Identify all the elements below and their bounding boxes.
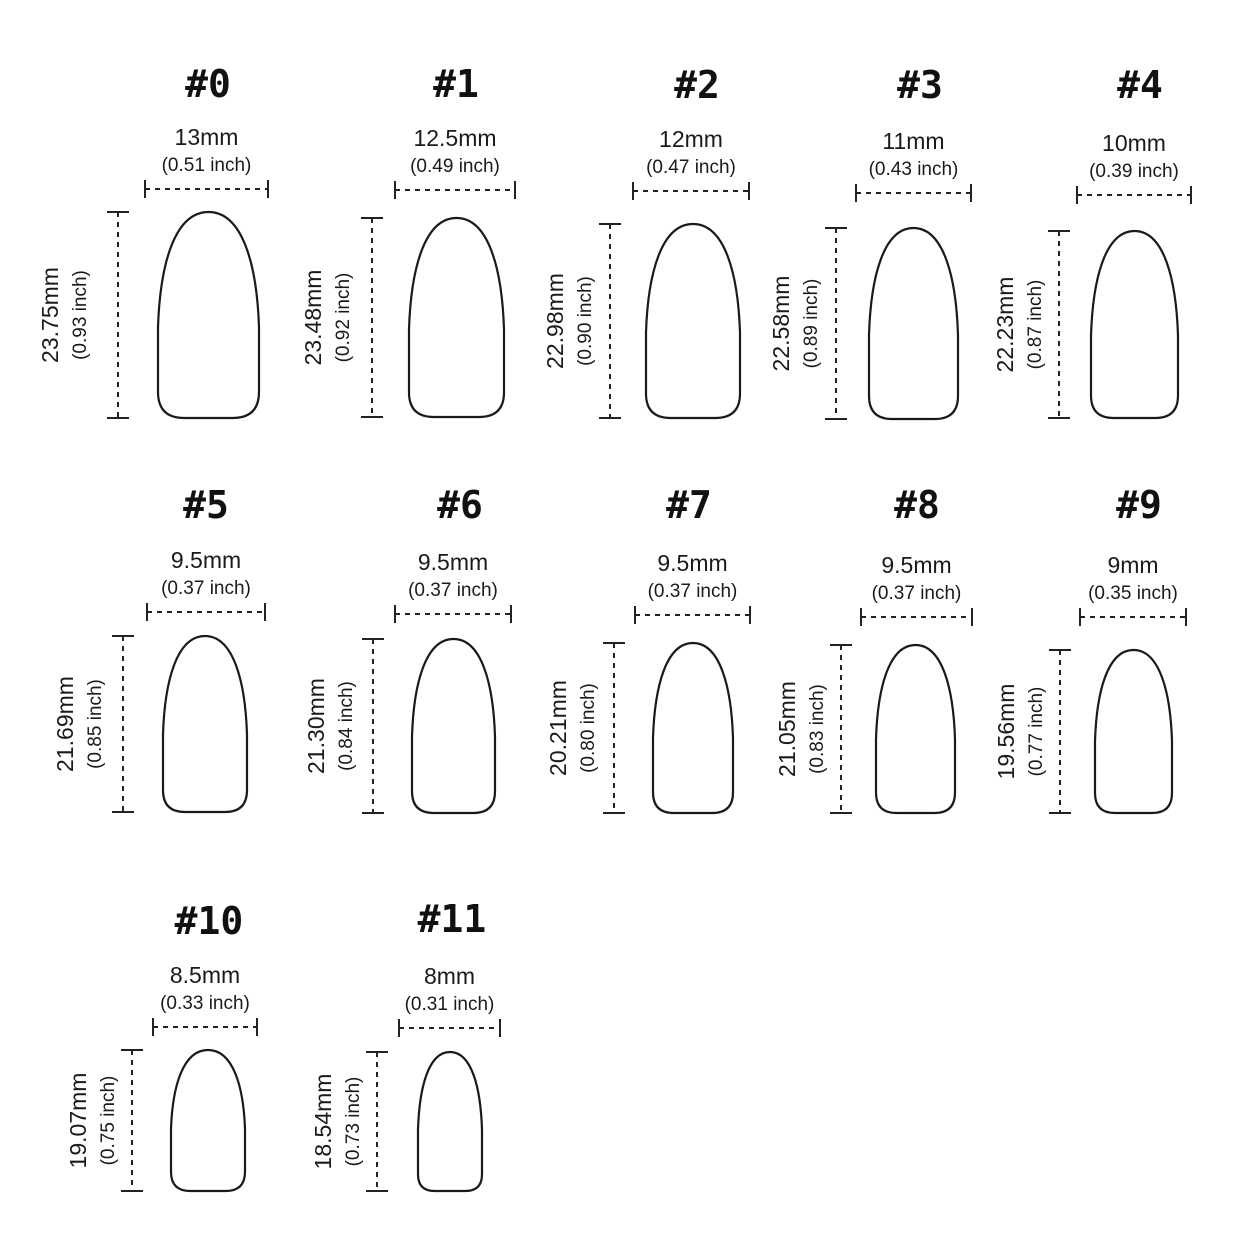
length-inch: (0.75 inch) bbox=[98, 1075, 119, 1166]
size-item-7 bbox=[545, 483, 750, 813]
nail-outline-icon bbox=[876, 645, 955, 813]
nail-outline-icon bbox=[646, 224, 740, 418]
length-dimension-line bbox=[830, 645, 852, 813]
size-label: #4 bbox=[1117, 63, 1163, 107]
length-inch: (0.90 inch) bbox=[575, 276, 596, 366]
nail-outline-icon bbox=[418, 1052, 482, 1191]
size-item-4 bbox=[992, 63, 1191, 418]
size-label: #5 bbox=[183, 483, 229, 527]
nail-outline-icon bbox=[653, 643, 733, 813]
length-dimension-line bbox=[599, 224, 621, 418]
length-mm: 19.07mm bbox=[65, 1072, 91, 1169]
size-item-1 bbox=[300, 62, 515, 417]
length-mm: 22.58mm bbox=[768, 275, 794, 372]
size-item-9 bbox=[993, 483, 1186, 813]
length-dimension-line bbox=[121, 1050, 143, 1191]
length-dimension-line bbox=[362, 639, 384, 813]
nail-outline-icon bbox=[1095, 650, 1172, 813]
width-mm: 9mm bbox=[1107, 552, 1159, 578]
nail-outline-icon bbox=[163, 636, 247, 812]
length-inch: (0.77 inch) bbox=[1026, 686, 1047, 777]
width-dimension-line bbox=[856, 184, 971, 202]
nail-outline-icon bbox=[869, 228, 958, 419]
size-label: #3 bbox=[897, 63, 943, 107]
length-inch: (0.92 inch) bbox=[333, 272, 354, 363]
length-mm: 18.54mm bbox=[310, 1073, 336, 1170]
width-mm: 8.5mm bbox=[169, 962, 241, 988]
length-inch: (0.89 inch) bbox=[801, 278, 822, 369]
size-item-5 bbox=[52, 483, 265, 812]
width-inch: (0.37 inch) bbox=[161, 578, 251, 599]
length-dimension-line bbox=[1049, 650, 1071, 813]
length-dimension-line bbox=[603, 643, 625, 813]
length-mm: 19.56mm bbox=[993, 683, 1019, 780]
nail-outline-icon bbox=[412, 639, 495, 813]
length-inch: (0.87 inch) bbox=[1025, 279, 1046, 370]
width-mm: 9.5mm bbox=[881, 552, 952, 578]
width-mm: 9.5mm bbox=[417, 549, 489, 575]
width-mm: 13mm bbox=[174, 124, 239, 150]
length-mm: 23.48mm bbox=[300, 269, 326, 366]
length-mm: 21.69mm bbox=[52, 676, 78, 772]
size-label: #0 bbox=[185, 62, 231, 106]
width-inch: (0.37 inch) bbox=[871, 583, 962, 604]
length-dimension-line bbox=[825, 228, 847, 419]
size-label: #2 bbox=[674, 63, 720, 107]
length-mm: 22.98mm bbox=[542, 273, 568, 369]
width-mm: 12mm bbox=[659, 126, 723, 152]
width-mm: 8mm bbox=[423, 963, 476, 989]
nail-outline-icon bbox=[1091, 231, 1178, 418]
size-item-6 bbox=[303, 483, 511, 813]
width-dimension-line bbox=[861, 608, 972, 626]
size-label: #1 bbox=[433, 62, 479, 106]
width-dimension-line bbox=[153, 1018, 257, 1036]
length-dimension-line bbox=[1048, 231, 1070, 418]
width-dimension-line bbox=[633, 182, 749, 200]
length-mm: 23.75mm bbox=[37, 267, 63, 363]
width-dimension-line bbox=[635, 606, 750, 624]
size-item-10 bbox=[65, 899, 257, 1191]
width-inch: (0.33 inch) bbox=[160, 993, 250, 1014]
width-dimension-line bbox=[145, 180, 268, 198]
width-mm: 9.5mm bbox=[657, 550, 728, 576]
width-inch: (0.39 inch) bbox=[1089, 161, 1179, 182]
length-inch: (0.85 inch) bbox=[85, 679, 106, 769]
size-item-0 bbox=[37, 62, 268, 418]
width-dimension-line bbox=[1077, 186, 1191, 204]
width-dimension-line bbox=[399, 1019, 500, 1037]
width-inch: (0.49 inch) bbox=[410, 156, 500, 177]
width-inch: (0.43 inch) bbox=[868, 159, 959, 180]
size-label: #10 bbox=[174, 899, 244, 943]
width-dimension-line bbox=[395, 181, 515, 199]
length-mm: 22.23mm bbox=[992, 276, 1018, 373]
nail-outline-icon bbox=[409, 218, 504, 417]
size-item-3 bbox=[768, 63, 971, 419]
nail-outline-icon bbox=[158, 212, 259, 418]
size-label: #8 bbox=[894, 483, 940, 527]
length-dimension-line bbox=[112, 636, 134, 812]
length-dimension-line bbox=[366, 1052, 388, 1191]
size-label: #9 bbox=[1116, 483, 1162, 527]
length-inch: (0.83 inch) bbox=[807, 684, 828, 774]
width-mm: 9.5mm bbox=[170, 547, 242, 573]
size-item-2 bbox=[542, 63, 749, 418]
size-label: #11 bbox=[417, 897, 487, 941]
length-inch: (0.93 inch) bbox=[70, 270, 91, 360]
width-inch: (0.51 inch) bbox=[161, 155, 252, 176]
size-item-11 bbox=[310, 897, 500, 1191]
length-inch: (0.80 inch) bbox=[578, 683, 599, 773]
length-mm: 20.21mm bbox=[545, 680, 571, 776]
width-mm: 10mm bbox=[1102, 130, 1166, 156]
width-mm: 12.5mm bbox=[413, 125, 497, 151]
width-dimension-line bbox=[1080, 608, 1186, 626]
width-inch: (0.37 inch) bbox=[408, 580, 498, 601]
width-dimension-line bbox=[395, 605, 511, 623]
size-item-8 bbox=[774, 483, 972, 813]
length-dimension-line bbox=[107, 212, 129, 418]
size-label: #7 bbox=[666, 483, 712, 527]
length-mm: 21.30mm bbox=[303, 678, 329, 774]
length-inch: (0.73 inch) bbox=[343, 1076, 364, 1167]
width-mm: 11mm bbox=[882, 128, 945, 154]
length-mm: 21.05mm bbox=[774, 681, 800, 777]
length-dimension-line bbox=[361, 218, 383, 417]
width-inch: (0.47 inch) bbox=[646, 157, 736, 178]
width-inch: (0.37 inch) bbox=[647, 581, 738, 602]
width-dimension-line bbox=[147, 603, 265, 621]
size-label: #6 bbox=[437, 483, 483, 527]
width-inch: (0.31 inch) bbox=[404, 994, 495, 1015]
length-inch: (0.84 inch) bbox=[336, 681, 357, 771]
nail-outline-icon bbox=[171, 1050, 245, 1191]
width-inch: (0.35 inch) bbox=[1088, 583, 1178, 604]
